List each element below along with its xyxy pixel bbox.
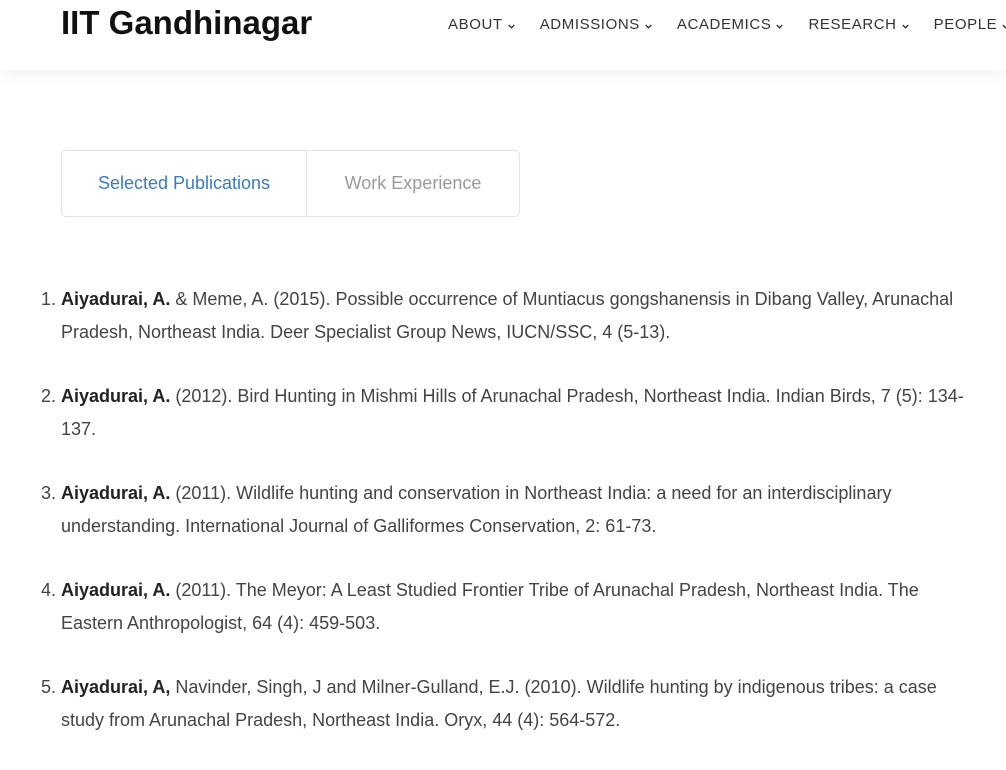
nav-item-research[interactable]	[808, 15, 908, 33]
publication-citation: (2012). Bird Hunting in Mishmi Hills of Arunachal Pradesh, Northeast India. Indian Birds, 7 (5): 134-137.	[61, 386, 964, 439]
nav-item-about[interactable]	[448, 15, 515, 33]
publication-author: Aiyadurai, A.	[61, 483, 171, 503]
list-item	[61, 283, 981, 348]
nav-item-people[interactable]	[934, 15, 1006, 33]
nav-item-label: ADMISSIONS	[539, 15, 640, 33]
chevron-down-icon	[1002, 16, 1006, 33]
site-logo[interactable]: IIT Gandhinagar	[61, 4, 313, 41]
main-nav	[448, 15, 1006, 33]
publication-citation: Navinder, Singh, J and Milner-Gulland, E.J. (2010). Wildlife hunting by indigenous tribes: a case study from Arunachal Pradesh, Northeast India. Oryx, 44 (4): 564-572.	[61, 677, 937, 730]
publications-list	[26, 283, 981, 768]
publication-author: Aiyadurai, A.	[61, 386, 171, 406]
publication-author: Aiyadurai, A.	[61, 580, 171, 600]
tab-work-experience[interactable]: Work Experience	[344, 173, 482, 193]
publication-citation: (2011). Wildlife hunting and conservation in Northeast India: a need for an interdisciplinary understanding. International Journal of Galliformes Conservation, 2: 61-73.	[61, 483, 892, 536]
publication-author: Aiyadurai, A.	[61, 289, 171, 309]
nav-item-label: RESEARCH	[808, 15, 897, 33]
nav-item-label: ABOUT	[448, 15, 503, 33]
chevron-down-icon	[645, 16, 652, 33]
chevron-down-icon	[902, 16, 909, 33]
list-item	[61, 380, 981, 445]
nav-item-label: PEOPLE	[933, 15, 998, 33]
chevron-down-icon	[776, 16, 783, 33]
nav-item-admissions[interactable]	[540, 15, 652, 33]
list-item	[61, 477, 981, 542]
site-header	[0, 0, 1006, 70]
nav-item-academics[interactable]	[677, 15, 784, 33]
chevron-down-icon	[508, 16, 515, 33]
publication-citation: (2011). The Meyor: A Least Studied Frontier Tribe of Arunachal Pradesh, Northeast India. The Eastern Anthropologist, 64 (4): 459-503.	[61, 580, 919, 633]
publication-citation: & Meme, A. (2015). Possible occurrence of Muntiacus gongshanensis in Dibang Valley, Arunachal Pradesh, Northeast India. Deer Specialist Group News, IUCN/SSC, 4 (5-13).	[61, 289, 954, 342]
publication-author: Aiyadurai, A,	[61, 677, 171, 697]
list-item	[61, 574, 981, 639]
list-item	[61, 671, 981, 736]
tab-selected-publications[interactable]: Selected Publications	[62, 151, 307, 216]
nav-item-label: ACADEMICS	[676, 15, 772, 33]
profile-tabs	[61, 150, 520, 217]
